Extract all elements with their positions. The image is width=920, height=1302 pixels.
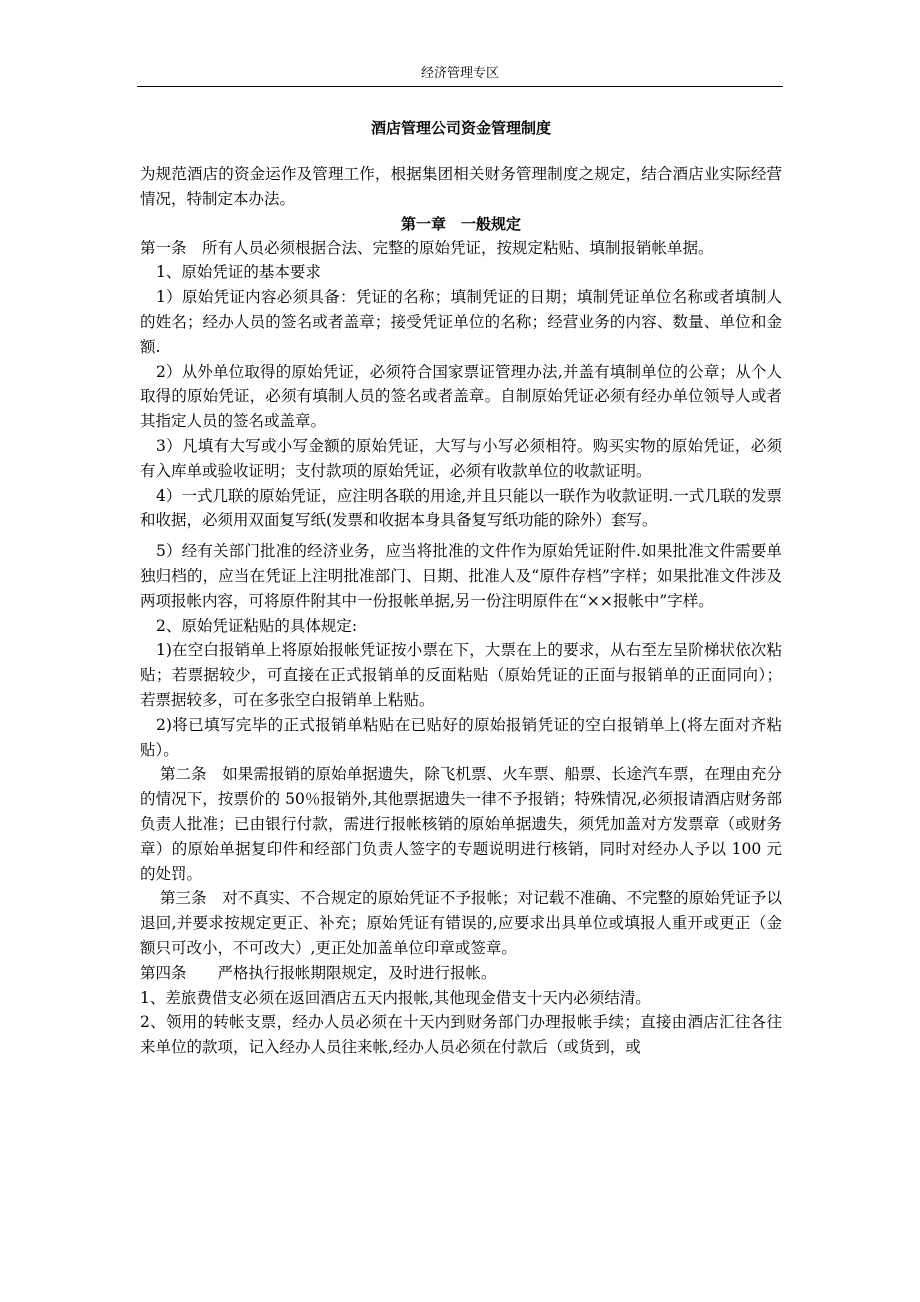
article-4-item-2: 2、领用的转帐支票，经办人员必须在十天内到财务部门办理报帐手续；直接由酒店汇往各往来单位的款项，记入经办人员往来帐,经办人员必须在付款后（或货到，或 [140,1013,782,1057]
chapter-heading: 第一章 一般规定 [400,214,521,233]
article-1: 第一条 所有人员必须根据合法、完整的原始凭证，按规定粘贴、填制报销帐单据。 [140,238,714,257]
document-body [140,114,782,1060]
section-1-item-1: 1）原始凭证内容必须具备：凭证的名称；填制凭证的日期；填制凭证单位名称或者填制人的姓名；经办人员的签名或者盖章；接受凭证单位的名称；经营业务的内容、数量、单位和金额. [140,288,782,356]
section-2-item-1: 1)在空白报销单上将原始报帐凭证按小票在下，大票在上的要求，从右至左呈阶梯状依次粘贴；若票据较少，可直接在正式报销单的反面粘贴（原始凭证的正面与报销单的正面同向）；若票据较多，可在多张空白报销单上粘贴。 [140,641,782,709]
section-1-item-2: 2）从外单位取得的原始凭证，必须符合国家票证管理办法,并盖有填制单位的公章；从个人取得的原始凭证，必须有填制人员的签名或者盖章。自制原始凭证必须有经办单位领导人或者其指定人员的签名或盖章。 [140,362,782,431]
article-4-item-1: 1、差旅费借支必须在返回酒店五天内报帐,其他现金借支十天内必须结清。 [140,988,651,1007]
article-4: 第四条 严格执行报帐期限规定，及时进行报帐。 [140,963,497,982]
section-1-item-5: 5）经有关部门批准的经济业务，应当将批准的文件作为原始凭证附件.如果批准文件需要单独归档的，应当在凭证上注明批准部门、日期、批准人及“原件存档”字样；如果批准文件涉及两项报帐内容，可将原件附其中一份报帐单据,另一份注明原件在“××报帐中”字样。 [140,542,782,610]
section-1-heading: 1、原始凭证的基本要求 [156,263,321,282]
article-3: 第三条 对不真实、不合规定的原始凭证不予报帐；对记载不准确、不完整的原始凭证予以退回,并要求按规定更正、补充；原始凭证有错误的,应要求出具单位或填报人重开或更正（金额只可改小，不可改大）,更正处加盖单位印章或签章。 [140,889,782,957]
article-2: 第二条 如果需报销的原始单据遗失，除飞机票、火车票、船票、长途汽车票，在理由充分的情况下，按票价的 50％报销外,其他票据遗失一律不予报销；特殊情况,必须报请酒店财务部负责人批准；已由银行付款，需进行报帐核销的原始单据遗失，须凭加盖对方发票章（或财务章）的原始单据复印件和经部门负责人签字的专题说明进行核销，同时对经办人予以 100 元的处罚。 [140,765,782,883]
header-rule [137,86,783,87]
section-2-heading: 2、原始凭证粘贴的具体规定: [156,616,358,635]
running-header: 经济管理专区 [420,66,499,81]
section-2-item-2: 2)将已填写完毕的正式报销单粘贴在已贴好的原始报销凭证的空白报销单上(将左面对齐粘贴）。 [140,715,782,759]
intro-paragraph: 为规范酒店的资金运作及管理工作，根据集团相关财务管理制度之规定，结合酒店业实际经营情况，特制定本办法。 [140,165,782,208]
section-1-item-4: 4）一式几联的原始凭证，应注明各联的用途,并且只能以一联作为收款证明.一式几联的发票和收据，必须用双面复写纸(发票和收据本身具备复写纸功能的除外）套写。 [140,486,782,530]
section-1-item-3: 3）凡填有大写或小写金额的原始凭证，大写与小写必须相符。购买实物的原始凭证，必须有入库单或验收证明；支付款项的原始凭证，必须有收款单位的收款证明。 [140,436,782,480]
document-title: 酒店管理公司资金管理制度 [370,119,551,137]
